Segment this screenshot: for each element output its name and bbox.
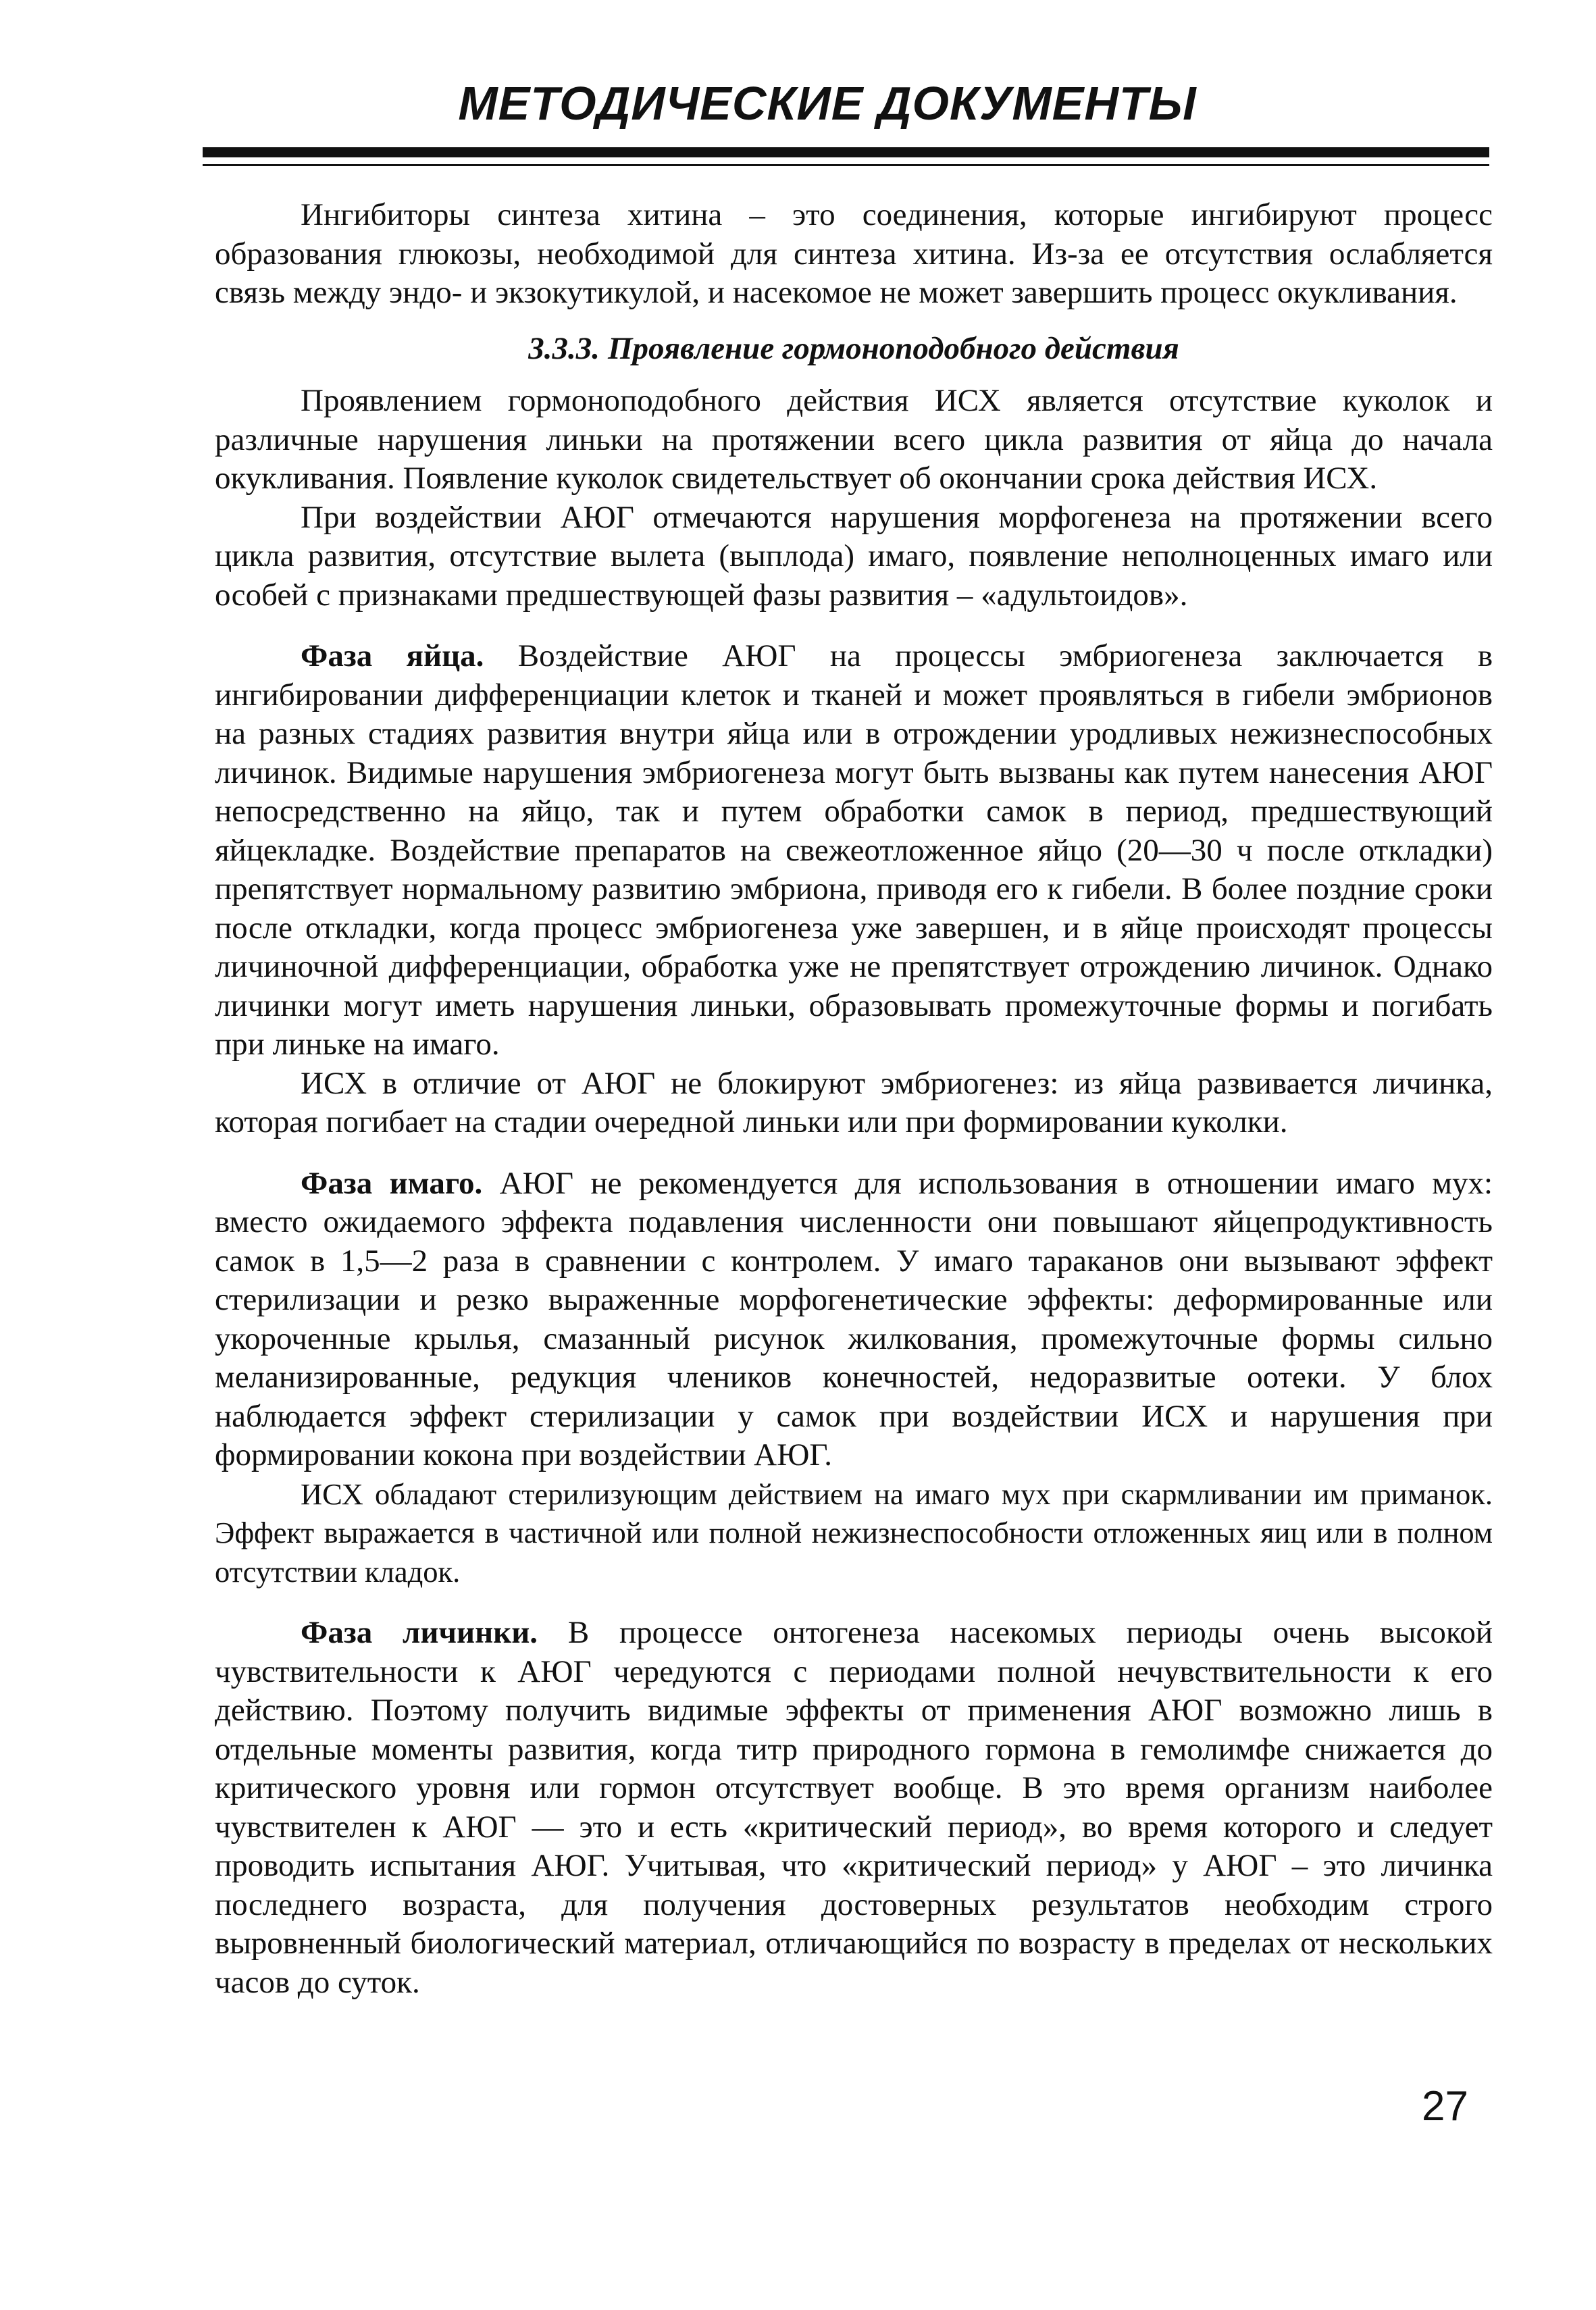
paragraph-larva-phase (215, 1614, 1493, 2002)
page-number: 27 (1422, 2083, 1468, 2130)
paragraph-isx-sterilizing: ИСХ обладают стерилизующим действием на имаго мух при скармливании им приманок. Эффект выражается в частичной или полной нежизнеспособности отложенных яиц или в полном отсутствии кладок. (215, 1477, 1493, 1589)
paragraph-isx-embryogenesis: ИСХ в отличие от АЮГ не блокируют эмбриогенез: из яйца развивается личинка, которая погибает на стадии очередной линьки или при формировании куколки. (215, 1065, 1493, 1139)
paragraph-imago-phase (215, 1164, 1493, 1475)
section-heading (215, 330, 1493, 369)
running-header-title: МЕТОДИЧЕСКИЕ ДОКУМЕНТЫ (458, 77, 1197, 130)
document-body (215, 196, 1493, 2002)
paragraph-ajg-morphogenesis: При воздействии АЮГ отмечаются нарушения морфогенеза на протяжении всего цикла развития, отсутствие вылета (выплода) имаго, появление неполноценных имаго или особей с признаками предшествующей фазы развития – «адультоидов». (215, 499, 1493, 613)
paragraph-chitin-inhibitors: Ингибиторы синтеза хитина – это соединения, которые ингибируют процесс образования глюкозы, необходимой для синтеза хитина. Из-за ее отсутствия ослабляется связь между эндо- и экзокутикулой, и насекомое не может завершить процесс окукливания. (215, 197, 1493, 310)
imago-phase-lead: Фаза имаго. (301, 1165, 483, 1201)
section-title: Проявление гормоноподобного действия (607, 330, 1179, 366)
larva-phase-lead: Фаза личинки. (301, 1615, 538, 1650)
larva-phase-text: В процессе онтогенеза насекомых периоды очень высокой чувствительности к АЮГ чередуются с периодами полной нечувствительности к его действию. Поэтому получить видимые эффекты от применения АЮГ возможно лишь в отдельные моменты развития, когда титр природного гормона в гемолимфе снижается до критического уровня или гормон отсутствует вообще. В это время организм наиболее чувствителен к АЮГ — это и есть «критический период», во время которого и следует проводить испытания АЮГ. Учитывая, что «критический период» у АЮГ – это личинка последнего возраста, для получения достоверных результатов необходим строго выровненный биологический материал, отличающийся по возрасту в пределах от нескольких часов до суток. (215, 1615, 1493, 2000)
header-rule-thin (203, 164, 1489, 166)
egg-phase-lead: Фаза яйца. (301, 638, 484, 673)
egg-phase-text: Воздействие АЮГ на процессы эмбриогенеза заключается в ингибировании дифференциации клеток и тканей и может проявляться в гибели эмбрионов на разных стадиях развития внутри яйца или в отрождении уродливых нежизнеспособных личинок. Видимые нарушения эмбриогенеза могут быть вызваны как путем нанесения АЮГ непосредственно на яйцо, так и путем обработки самок в период, предшествующий яйцекладке. Воздействие препаратов на свежеотложенное яйцо (20—30 ч после откладки) препятствует нормальному развитию эмбриона, приводя его к гибели. В более поздние сроки после откладки, когда процесс эмбриогенеза уже завершен, и в яйце происходят процессы личиночной дифференциации, обработка уже не препятствует отрождению личинок. Однако личинки могут иметь нарушения линьки, образовывать промежуточные формы и погибать при линьке на имаго. (215, 638, 1493, 1062)
imago-phase-text: АЮГ не рекомендуется для использования в отношении имаго мух: вместо ожидаемого эффекта подавления численности они повышают яйцепродуктивность самок в 1,5—2 раза в сравнении с контролем. У имаго тараканов они вызывают эффект стерилизации и резко выраженные морфогенетические эффекты: деформированные или укороченные крылья, смазанный рисунок жилкования, промежуточные формы сильно меланизированные, редукция члеников конечностей, недоразвитые оотеки. У блох наблюдается эффект стерилизации у самок при воздействии ИСХ и нарушения при формировании кокона при воздействии АЮГ. (215, 1165, 1493, 1472)
paragraph-hormone-action: Проявлением гормоноподобного действия ИСХ является отсутствие куколок и различные нарушения линьки на протяжении всего цикла развития от яйца до начала окукливания. Появление куколок свидетельствует об окончании срока действия ИСХ. (215, 383, 1493, 496)
section-number: 3.3.3. (528, 330, 600, 366)
paragraph-egg-phase (215, 637, 1493, 1064)
header-rule-thick (203, 147, 1489, 157)
